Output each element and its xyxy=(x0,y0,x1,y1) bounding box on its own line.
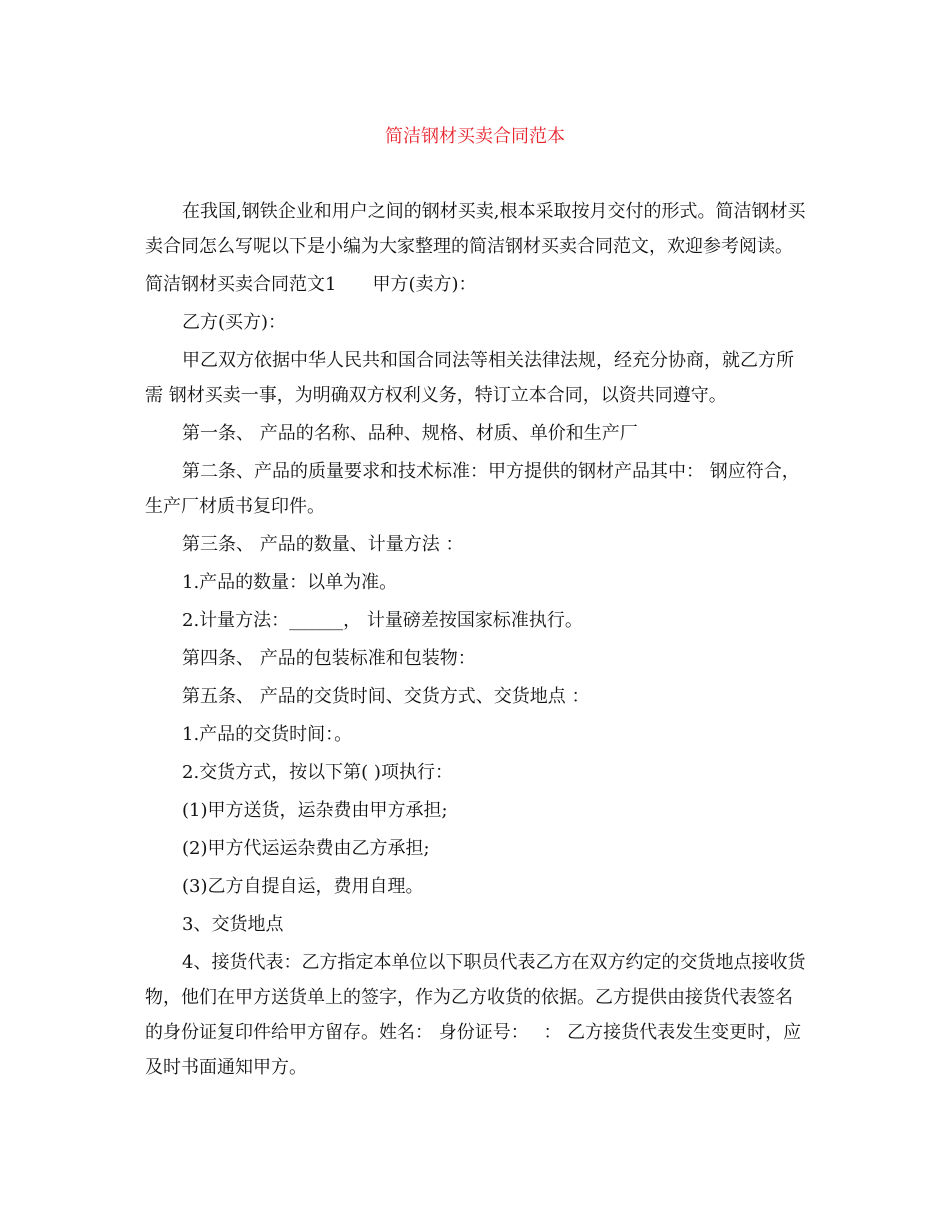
preamble-paragraph: 甲乙双方依据中华人民共和国合同法等相关法律法规，经充分协商，就乙方所需 钢材买卖一事，为明确双方权利义务，特订立本合同，以资共同遵守。 xyxy=(145,350,794,406)
delivery-option-3: (3)乙方自提自运，费用自理。 xyxy=(182,876,424,897)
article-1: 第一条、 产品的名称、品种、规格、材质、单价和生产厂 xyxy=(182,423,638,444)
intro-paragraph: 在我国,钢铁企业和用户之间的钢材买卖,根本采取按月交付的形式。简洁钢材买卖合同怎么写呢以下是小编为大家整理的简洁钢材买卖合同范文，欢迎参考阅读。 xyxy=(145,201,806,257)
article-5-item-2: 2.交货方式，按以下第( )项执行： xyxy=(182,762,453,783)
sample-heading-party-a: 简洁钢材买卖合同范文1 甲方(卖方)： xyxy=(145,274,477,295)
article-5-item-1: 1.产品的交货时间：。 xyxy=(182,724,353,745)
article-5-item-4: 4、接货代表：乙方指定本单位以下职员代表乙方在双方约定的交货地点接收货物，他们在甲方送货单上的签字，作为乙方收货的依据。乙方提供由接货代表签名的身份证复印件给甲方留存。姓名： 身份证号： ： 乙方接货代表发生变更时，应及时书面通知甲方。 xyxy=(145,952,806,1078)
article-3-item-2: 2.计量方法：______， 计量磅差按国家标准执行。 xyxy=(182,610,583,631)
document-title: 简洁钢材买卖合同范本 xyxy=(385,126,565,147)
article-5-item-3: 3、交货地点 xyxy=(182,914,284,935)
article-3-item-1: 1.产品的数量：以单为准。 xyxy=(182,572,398,593)
article-5: 第五条、 产品的交货时间、交货方式、交货地点 ： xyxy=(182,686,590,707)
article-3: 第三条、 产品的数量、计量方法 ： xyxy=(182,534,464,555)
article-4: 第四条、 产品的包装标准和包装物： xyxy=(182,648,476,669)
delivery-option-2: (2)甲方代运运杂费由乙方承担; xyxy=(182,838,430,859)
delivery-option-1: (1)甲方送货，运杂费由甲方承担; xyxy=(182,800,448,821)
article-2: 第二条、产品的质量要求和技术标准：甲方提供的钢材产品其中： 钢应符合，生产厂材质书复印件。 xyxy=(145,461,800,517)
party-b-line: 乙方(买方)： xyxy=(182,312,287,333)
document-body xyxy=(145,194,809,1088)
